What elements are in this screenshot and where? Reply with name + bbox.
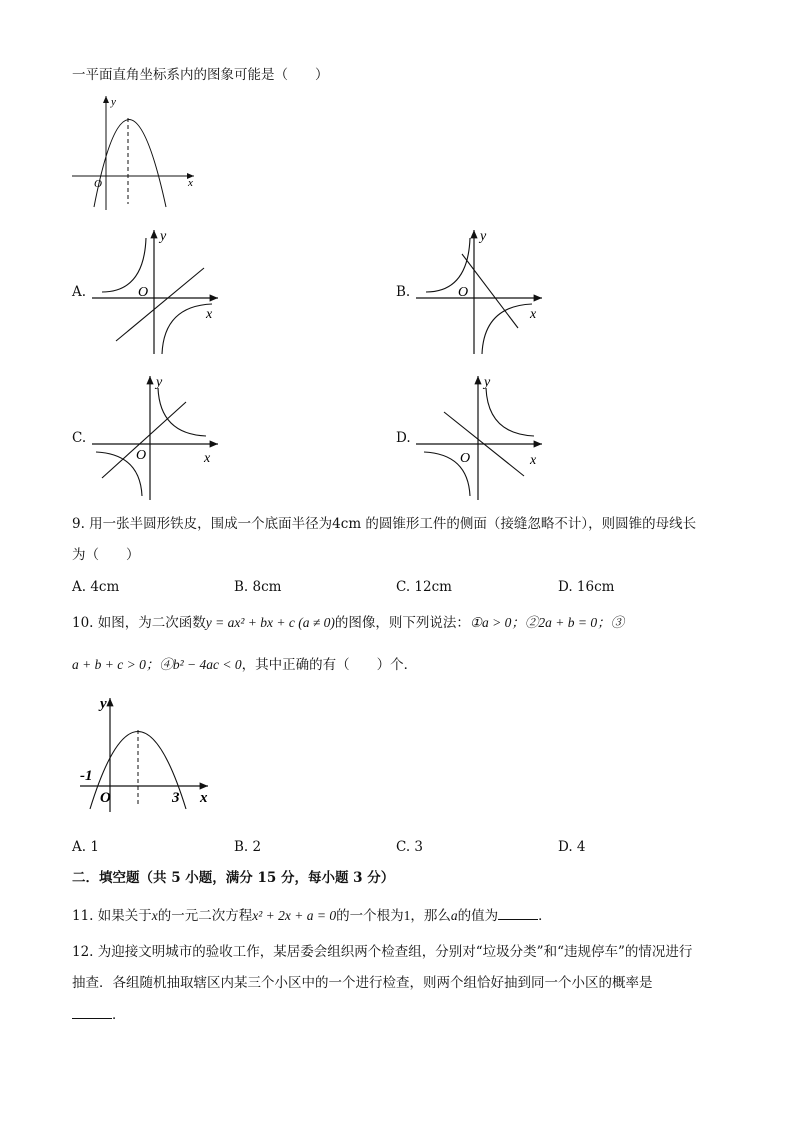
q10-function: y = ax² + bx + c (a ≠ 0) xyxy=(205,615,335,630)
q10-y-label: y xyxy=(100,696,107,712)
q12-answer-blank[interactable] xyxy=(72,1005,112,1019)
q8-option-d-graph xyxy=(412,372,552,504)
q11-var-a: a xyxy=(450,908,458,923)
q8-b-y-label: y xyxy=(480,229,487,244)
q10-prefix: 10. 如图，为二次函数 xyxy=(72,615,206,631)
q11-equation: x² + 2x + a = 0 xyxy=(252,908,337,923)
q11-part-d: ，那么 xyxy=(410,908,451,924)
q8-main-origin: O xyxy=(94,178,102,190)
q10-suffix: ，其中正确的有（ ）个． xyxy=(241,657,418,673)
q8-option-c-graph xyxy=(88,372,228,504)
q8-main-y-label: y xyxy=(111,96,116,108)
q10-option-b: B. 2 xyxy=(234,839,262,855)
q10-origin: O xyxy=(100,790,111,806)
q8-option-a: A. xyxy=(72,284,87,300)
q8-option-b: B. xyxy=(396,284,411,300)
q10-option-c: C. 3 xyxy=(396,839,424,855)
q8-option-a-graph xyxy=(88,226,228,358)
q10-statements-1: ①a > 0；②2a + b = 0；③ xyxy=(469,615,625,630)
q12-stem-line1: 12. 为迎接文明城市的验收工作，某居委会组织两个检查组，分别对“垃圾分类”和“违规停车”的情况进行 xyxy=(72,944,693,960)
q8-option-c: C. xyxy=(72,430,87,446)
q10-stem-line1 xyxy=(72,614,624,632)
q10-statements-2: a + b + c > 0；④b² − 4ac < 0 xyxy=(72,657,242,672)
q11-root: 1 xyxy=(403,908,411,923)
q9-stem-line2: 为（ ） xyxy=(72,547,140,563)
q10-mid: 的图像，则下列说法： xyxy=(334,615,470,631)
q11-part-c: 的一个根为 xyxy=(336,908,404,924)
q9-option-a: A. 4cm xyxy=(72,579,120,595)
q8-c-origin: O xyxy=(136,448,147,463)
q11-answer-blank[interactable] xyxy=(498,906,538,920)
q8-stem: 一平面直角坐标系内的图象可能是（ ） xyxy=(72,67,329,83)
q11-part-b: 的一元二次方程 xyxy=(157,908,253,924)
q11-var-x: x xyxy=(151,908,158,923)
q10-option-a: A. 1 xyxy=(72,839,99,855)
q12-stem-line2: 抽查．各组随机抽取辖区内某三个小区中的一个进行检查，则两个组恰好抽到同一个小区的概率是 xyxy=(72,975,653,991)
q8-a-x-label: x xyxy=(206,307,213,322)
q10-left-root-label: -1 xyxy=(80,768,93,784)
q11-stem xyxy=(72,906,552,925)
q8-option-d: D. xyxy=(396,430,411,446)
q8-c-y-label: y xyxy=(156,375,163,390)
q8-main-figure xyxy=(66,92,206,217)
q8-main-x-label: x xyxy=(188,177,193,189)
q10-figure xyxy=(76,694,216,814)
q8-b-x-label: x xyxy=(530,307,537,322)
q8-option-b-graph xyxy=(412,226,552,358)
q8-a-origin: O xyxy=(138,285,149,300)
q11-part-e: 的值为 xyxy=(457,908,499,924)
q9-stem-line1: 9. 用一张半圆形铁皮，围成一个底面半径为4cm 的圆锥形工件的侧面（接缝忽略不计），则圆锥的母线长 xyxy=(72,516,697,532)
section-2-title: 二．填空题（共 5 小题，满分 15 分，每小题 3 分） xyxy=(72,870,395,886)
q11-part-a: 11. 如果关于 xyxy=(72,908,152,924)
q8-a-y-label: y xyxy=(160,229,167,244)
q9-option-b: B. 8cm xyxy=(234,579,282,595)
q12-end: ． xyxy=(112,1007,126,1023)
q10-x-label: x xyxy=(200,790,208,806)
q8-c-x-label: x xyxy=(204,451,211,466)
q8-d-x-label: x xyxy=(530,453,537,468)
q9-option-d: D. 16cm xyxy=(558,579,615,595)
q12-stem-line3 xyxy=(72,1005,126,1024)
q8-d-y-label: y xyxy=(484,375,491,390)
q8-d-origin: O xyxy=(460,451,471,466)
q11-end: ． xyxy=(538,908,552,924)
q10-option-d: D. 4 xyxy=(558,839,586,855)
q10-stem-line2 xyxy=(72,656,417,674)
q8-b-origin: O xyxy=(458,285,469,300)
q10-right-root-label: 3 xyxy=(172,790,180,806)
q9-option-c: C. 12cm xyxy=(396,579,452,595)
